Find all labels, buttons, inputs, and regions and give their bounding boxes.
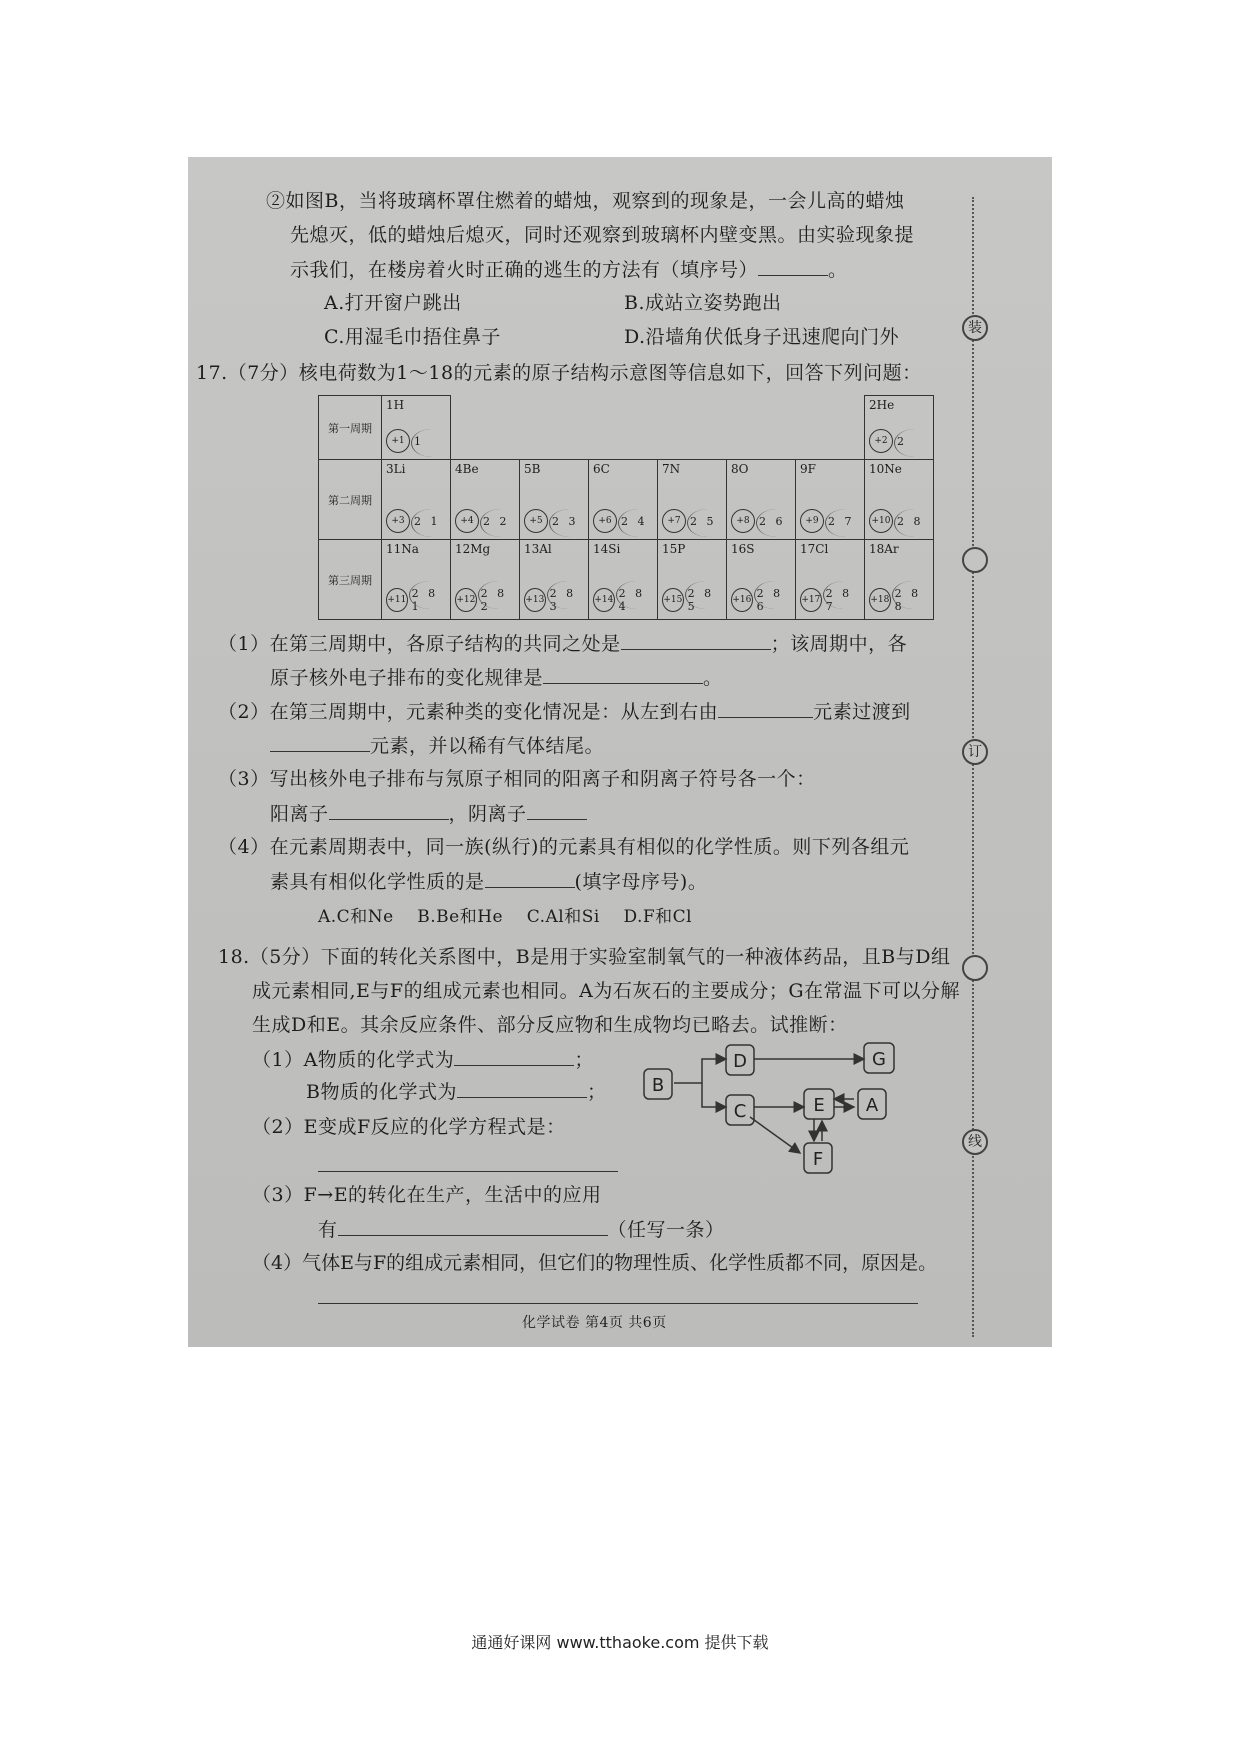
atom-structure bbox=[662, 509, 717, 533]
element-cell bbox=[727, 540, 796, 620]
q18-text-line: 成元素相同,E与F的组成元素也相同。A为石灰石的主要成分；G在常温下可以分解 bbox=[252, 980, 960, 1002]
element-cell bbox=[658, 540, 727, 620]
periodic-table bbox=[318, 395, 934, 620]
nucleus: +15 bbox=[662, 588, 684, 612]
answer-blank[interactable] bbox=[318, 1153, 618, 1172]
answer-blank[interactable] bbox=[454, 1047, 574, 1066]
page-number: 化学试卷 第4页 共6页 bbox=[522, 1315, 667, 1331]
answer-blank[interactable] bbox=[543, 665, 703, 684]
nucleus: +5 bbox=[524, 509, 548, 533]
nucleus: +8 bbox=[731, 509, 755, 533]
element-symbol: 6C bbox=[593, 462, 610, 476]
arrow-c-to-f bbox=[750, 1117, 800, 1153]
conversion-diagram bbox=[638, 1037, 938, 1177]
binding-mark-zhuang: 装 bbox=[962, 315, 988, 341]
empty-region bbox=[451, 396, 865, 460]
element-symbol: 17Cl bbox=[800, 542, 829, 556]
nucleus: +4 bbox=[455, 509, 479, 533]
arrow-b-to-d bbox=[674, 1059, 726, 1083]
arrow-b-to-c bbox=[702, 1083, 726, 1107]
nucleus: +16 bbox=[731, 588, 753, 612]
electron-shells: 2 8 bbox=[897, 514, 924, 528]
q16-text-line: 示我们，在楼房着火时正确的逃生的方法有（填序号） 。 bbox=[290, 259, 848, 281]
element-cell bbox=[727, 460, 796, 540]
electron-shells: 2 8 7 bbox=[826, 587, 864, 613]
node-a: A bbox=[865, 1095, 879, 1116]
element-cell bbox=[451, 540, 520, 620]
element-cell bbox=[520, 460, 589, 540]
q18-sub1-a: （1）A物质的化学式为 ； bbox=[252, 1049, 594, 1071]
atom-structure bbox=[524, 509, 579, 533]
electron-shells: 2 2 bbox=[483, 514, 510, 528]
answer-blank[interactable] bbox=[318, 1285, 918, 1304]
answer-blank[interactable] bbox=[485, 869, 575, 888]
atom-structure bbox=[386, 509, 441, 533]
element-cell bbox=[658, 460, 727, 540]
q16-option-b: B.成站立姿势跑出 bbox=[624, 292, 782, 314]
atom-structure bbox=[662, 587, 726, 613]
electron-shells: 2 6 bbox=[759, 514, 786, 528]
nucleus: +1 bbox=[386, 429, 410, 453]
element-symbol: 16S bbox=[731, 542, 755, 556]
node-c: C bbox=[733, 1101, 747, 1122]
electron-shells: 2 8 4 bbox=[619, 587, 657, 613]
q16-text-line: 先熄灭，低的蜡烛后熄灭，同时还观察到玻璃杯内壁变黑。由实验现象提 bbox=[290, 224, 915, 246]
nucleus: +10 bbox=[869, 509, 893, 533]
node-d: D bbox=[733, 1051, 747, 1072]
element-cell bbox=[382, 460, 451, 540]
atom-structure bbox=[593, 509, 648, 533]
nucleus: +6 bbox=[593, 509, 617, 533]
binding-line bbox=[972, 197, 975, 1337]
electron-shells: 2 8 1 bbox=[412, 587, 450, 613]
element-cell bbox=[865, 460, 934, 540]
element-cell: 2He +2 2 bbox=[865, 396, 934, 460]
electron-shells: 2 3 bbox=[552, 514, 579, 528]
element-cell: 1H +1 1 bbox=[382, 396, 451, 460]
element-cell bbox=[589, 540, 658, 620]
electron-shells: 2 8 8 bbox=[895, 587, 933, 613]
element-symbol: 18Ar bbox=[869, 542, 899, 556]
q18-sub2: （2）E变成F反应的化学方程式是： bbox=[252, 1116, 566, 1138]
q17-sub3-line2: 阳离子 ，阴离子 bbox=[270, 801, 587, 826]
binding-circle bbox=[962, 955, 988, 981]
electron-shells: 2 1 bbox=[414, 514, 441, 528]
nucleus: +12 bbox=[455, 588, 477, 612]
element-symbol: 9F bbox=[800, 462, 816, 476]
nucleus: +13 bbox=[524, 588, 546, 612]
atom-structure bbox=[731, 587, 795, 613]
element-symbol: 14Si bbox=[593, 542, 621, 556]
element-cell bbox=[382, 540, 451, 620]
element-cell bbox=[796, 540, 865, 620]
electron-shells: 2 5 bbox=[690, 514, 717, 528]
nucleus: +11 bbox=[386, 588, 408, 612]
nucleus: +2 bbox=[869, 429, 893, 453]
electron-shells: 2 4 bbox=[621, 514, 648, 528]
electron-shells: 2 8 5 bbox=[688, 587, 726, 613]
q16-option-a: A.打开窗户跳出 bbox=[324, 292, 462, 314]
electron-shells: 2 8 6 bbox=[757, 587, 795, 613]
electron-shells: 2 7 bbox=[828, 514, 855, 528]
element-symbol: 5B bbox=[524, 462, 541, 476]
answer-blank[interactable] bbox=[270, 733, 370, 752]
atom-structure bbox=[731, 509, 786, 533]
element-symbol: 15P bbox=[662, 542, 686, 556]
element-cell bbox=[520, 540, 589, 620]
answer-blank[interactable] bbox=[329, 801, 449, 820]
period-label: 第三周期 bbox=[319, 540, 382, 620]
site-footer: 通通好课网 www.tthaoke.com 提供下载 bbox=[471, 1633, 769, 1652]
q16-option-d: D.沿墙角伏低身子迅速爬向门外 bbox=[624, 326, 900, 348]
q16-option-c: C.用湿毛巾捂住鼻子 bbox=[324, 326, 501, 348]
q18-text-line: 18.（5分）下面的转化关系图中，B是用于实验室制氧气的一种液体药品，且B与D组 bbox=[218, 946, 951, 968]
q16-text-line: ②如图B，当将玻璃杯罩住燃着的蜡烛，观察到的现象是，一会儿高的蜡烛 bbox=[266, 190, 905, 212]
q17-sub4-line2: 素具有相似化学性质的是 (填字母序号)。 bbox=[270, 871, 708, 893]
electron-shells: 2 8 3 bbox=[550, 587, 588, 613]
electron-shells: 2 8 2 bbox=[481, 587, 519, 613]
node-g: G bbox=[872, 1049, 886, 1070]
atom-structure bbox=[800, 509, 855, 533]
answer-blank[interactable] bbox=[457, 1079, 587, 1098]
binding-mark-ding: 订 bbox=[962, 739, 988, 765]
answer-blank[interactable] bbox=[758, 257, 828, 276]
atom-structure bbox=[800, 587, 864, 613]
element-cell bbox=[865, 540, 934, 620]
nucleus: +14 bbox=[593, 588, 615, 612]
q17-sub1-line2: 原子核外电子排布的变化规律是 。 bbox=[270, 667, 723, 689]
element-symbol: 8O bbox=[731, 462, 749, 476]
nucleus: +9 bbox=[800, 509, 824, 533]
nucleus: +18 bbox=[869, 588, 891, 612]
atom-structure bbox=[869, 509, 924, 533]
answer-blank[interactable] bbox=[338, 1217, 608, 1236]
element-symbol: 12Mg bbox=[455, 542, 491, 556]
atom-structure bbox=[869, 587, 933, 613]
element-symbol: 10Ne bbox=[869, 462, 902, 476]
q17-sub2-line1: （2）在第三周期中，元素种类的变化情况是：从左到右由 元素过渡到 bbox=[218, 701, 911, 723]
nucleus: +17 bbox=[800, 588, 822, 612]
element-symbol: 3Li bbox=[386, 462, 406, 476]
atom-structure bbox=[455, 587, 519, 613]
q18-sub3-a: （3）F→E的转化在生产，生活中的应用 bbox=[252, 1184, 602, 1206]
binding-circle bbox=[962, 547, 988, 573]
exam-page-photo bbox=[188, 157, 1052, 1347]
node-b: B bbox=[651, 1075, 665, 1096]
q18-sub1-b: B物质的化学式为 ； bbox=[306, 1081, 607, 1103]
atom-structure bbox=[593, 587, 657, 613]
q17-sub4-options: A.C和Ne B.Be和He C.Al和Si D.F和Cl bbox=[318, 907, 693, 927]
nucleus: +3 bbox=[386, 509, 410, 533]
q18-sub3-b: 有 （任写一条） bbox=[318, 1219, 725, 1241]
element-cell bbox=[796, 460, 865, 540]
element-symbol: 11Na bbox=[386, 542, 419, 556]
q17-sub2-line2: 元素，并以稀有气体结尾。 bbox=[270, 733, 604, 758]
answer-blank[interactable] bbox=[621, 631, 771, 650]
q18-text-line: 生成D和E。其余反应条件、部分反应物和生成物均已略去。试推断： bbox=[252, 1014, 848, 1036]
element-symbol: 4Be bbox=[455, 462, 479, 476]
element-cell bbox=[451, 460, 520, 540]
q17-sub4-line1: （4）在元素周期表中，同一族(纵行)的元素具有相似的化学性质。则下列各组元 bbox=[218, 836, 910, 858]
answer-blank[interactable] bbox=[718, 699, 813, 718]
node-f: F bbox=[812, 1149, 824, 1170]
element-symbol: 7N bbox=[662, 462, 681, 476]
q17-sub3-line1: （3）写出核外电子排布与氖原子相同的阳离子和阴离子符号各一个： bbox=[218, 768, 816, 790]
element-symbol: 13Al bbox=[524, 542, 552, 556]
answer-blank[interactable] bbox=[527, 801, 587, 820]
atom-structure bbox=[524, 587, 588, 613]
atom-structure bbox=[455, 509, 510, 533]
binding-mark-xian: 线 bbox=[962, 1129, 988, 1155]
period-label: 第二周期 bbox=[319, 460, 382, 540]
element-cell bbox=[589, 460, 658, 540]
atom-structure bbox=[386, 587, 450, 613]
q18-sub4: （4）气体E与F的组成元素相同，但它们的物理性质、化学性质都不同，原因是。 bbox=[252, 1252, 938, 1274]
node-e: E bbox=[813, 1095, 825, 1116]
period-label: 第一周期 bbox=[319, 396, 382, 460]
nucleus: +7 bbox=[662, 509, 686, 533]
q17-title: 17.（7分）核电荷数为1～18的元素的原子结构示意图等信息如下，回答下列问题： bbox=[196, 362, 922, 384]
q17-sub1-line1: （1）在第三周期中，各原子结构的共同之处是 ；该周期中，各 bbox=[218, 633, 908, 655]
